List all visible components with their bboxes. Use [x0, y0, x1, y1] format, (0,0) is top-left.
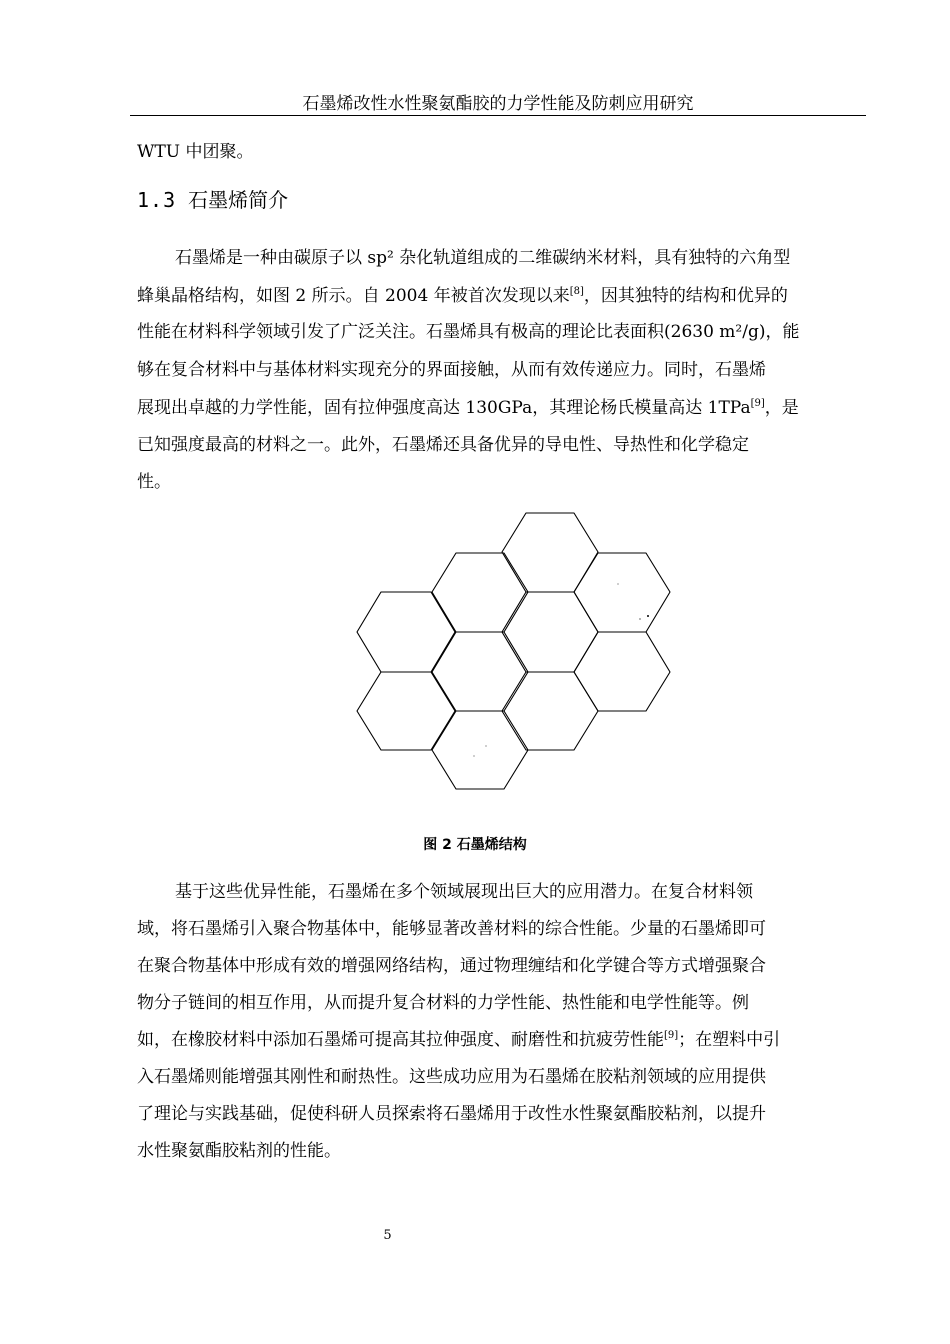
- hex-cell: [432, 632, 528, 711]
- p1-text: ，是: [764, 398, 799, 418]
- p2-line: 了理论与实践基础，促使科研人员探索将石墨烯用于改性水性聚氨酯胶粘剂，以提升: [137, 1104, 766, 1124]
- citation-9: [9]: [750, 398, 765, 409]
- hex-cell: [502, 672, 598, 750]
- citation-8: [8]: [569, 286, 584, 297]
- section-number: 1.3: [137, 188, 177, 212]
- speck: [647, 615, 649, 617]
- header-rule: [130, 115, 866, 116]
- hex-cell: [432, 711, 528, 789]
- page-number: 5: [383, 1228, 392, 1243]
- section-heading: [137, 186, 288, 214]
- p2-line: 入石墨烯则能增强其刚性和耐热性。这些成功应用为石墨烯在胶粘剂领域的应用提供: [137, 1067, 766, 1087]
- hex-cell: [574, 553, 670, 632]
- p2-line: [137, 1028, 780, 1052]
- hex-cell: [432, 553, 528, 632]
- p1-line: 石墨烯是一种由碳原子以 sp² 杂化轨道组成的二维碳纳米材料，具有独特的六角型: [175, 248, 791, 268]
- p1-text: 展现出卓越的力学性能，固有拉伸强度高达 130GPa，其理论杨氏模量高达 1TPa: [137, 398, 751, 418]
- speck: [486, 746, 487, 747]
- speck: [618, 584, 619, 585]
- p2-line: 基于这些优异性能，石墨烯在多个领域展现出巨大的应用潜力。在复合材料领: [175, 882, 753, 902]
- p2-line: 物分子链间的相互作用，从而提升复合材料的力学性能、热性能和电学性能等。例: [137, 993, 749, 1013]
- graphene-honeycomb-figure: [350, 506, 680, 796]
- p1-line: [137, 396, 799, 420]
- p2-line: 水性聚氨酯胶粘剂的性能。: [137, 1141, 341, 1161]
- p2-text: ；在塑料中引: [678, 1030, 781, 1050]
- speck: [474, 756, 475, 757]
- p2-text: 如，在橡胶材料中添加石墨烯可提高其拉伸强度、耐磨性和抗疲劳性能: [137, 1030, 664, 1050]
- speck: [639, 618, 640, 619]
- p1-text: 蜂巢晶格结构，如图 2 所示。自 2004 年被首次发现以来: [137, 286, 570, 306]
- section-title: 石墨烯简介: [188, 188, 289, 212]
- p1-line: 够在复合材料中与基体材料实现充分的界面接触，从而有效传递应力。同时，石墨烯: [137, 360, 766, 380]
- p1-line: 性能在材料科学领域引发了广泛关注。石墨烯具有极高的理论比表面积(2630 m²/g)，能: [137, 322, 800, 342]
- running-header: 石墨烯改性水性聚氨酯胶的力学性能及防刺应用研究: [302, 94, 694, 114]
- p1-text: ，因其独特的结构和优异的: [583, 286, 788, 306]
- hex-cell: [357, 672, 455, 750]
- citation-9: [9]: [664, 1030, 679, 1041]
- p1-line: 已知强度最高的材料之一。此外，石墨烯还具备优异的导电性、导热性和化学稳定: [137, 435, 749, 455]
- hex-cell: [574, 632, 670, 711]
- hex-cell: [357, 592, 455, 672]
- p2-line: 在聚合物基体中形成有效的增强网络结构，通过物理缠结和化学键合等方式增强聚合: [137, 956, 766, 976]
- p2-line: 域，将石墨烯引入聚合物基体中，能够显著改善材料的综合性能。少量的石墨烯即可: [137, 919, 766, 939]
- p1-line: 性。: [137, 472, 171, 492]
- hex-cell: [502, 592, 598, 672]
- hex-cell: [502, 513, 598, 592]
- figure-caption: 图 2 石墨烯结构: [423, 837, 527, 853]
- p1-line: [137, 284, 788, 308]
- continuation-line: WTU 中团聚。: [137, 142, 254, 162]
